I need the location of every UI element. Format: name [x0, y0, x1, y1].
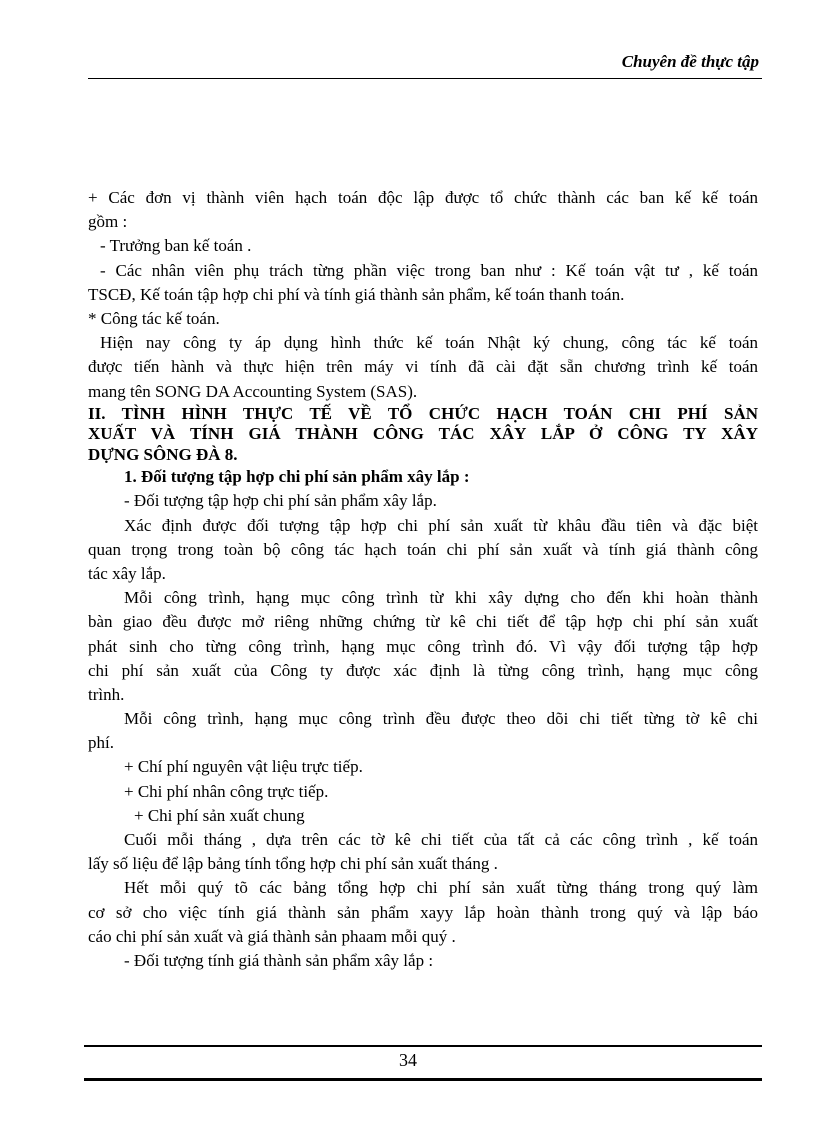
page-number: 34 — [399, 1050, 417, 1070]
text-line: phát sinh cho từng công trình, hạng mục công trình đó. Vì vậy đối tượng tập hợp — [88, 636, 758, 656]
section-heading — [88, 404, 758, 466]
text-line: Mỗi công trình, hạng mục công trình đều được theo dõi chi tiết từng tờ kê chi — [124, 709, 758, 729]
text-line: - Trưởng ban kế toán . — [100, 236, 252, 256]
text-line: - Đối tượng tính giá thành sản phẩm xây lắp : — [124, 950, 434, 970]
text-line: TSCĐ, Kế toán tập hợp chi phí và tính giá thành sản phẩm, kế toán thanh toán. — [88, 284, 625, 304]
page-body — [88, 186, 758, 973]
footer-rule-bottom — [84, 1078, 762, 1081]
text-line: * Công tác kế toán. — [88, 308, 220, 328]
section-paragraphs — [88, 489, 758, 973]
text-line: bàn giao đều được mở riêng những chứng từ kê chi tiết để tập hợp chi phí sản xuất — [88, 612, 758, 632]
text-line: mang tên SONG DA Accounting System (SAS). — [88, 381, 418, 401]
text-line: - Các nhân viên phụ trách từng phần việc trong ban như : Kế toán vật tư , kế toán — [100, 260, 758, 280]
text-line: + Các đơn vị thành viên hạch toán độc lập được tổ chức thành các ban kế kế toán — [88, 188, 758, 207]
text-line: tác xây lắp. — [88, 563, 166, 583]
text-line: gồm : — [88, 212, 128, 232]
text-line: chi phí sản xuất của Công ty được xác định là từng công trình, hạng mục công — [88, 660, 758, 680]
header-rule — [88, 78, 762, 79]
text-line: Cuối mỗi tháng , dựa trên các tờ kê chi tiết của tất cả các công trình , kế toán — [124, 830, 758, 849]
text-line: Mỗi công trình, hạng mục công trình từ khi xây dựng cho đến khi hoàn thành — [124, 588, 758, 608]
text-line: Hiện nay công ty áp dụng hình thức kế toán Nhật ký chung, công tác kế toán — [100, 333, 758, 353]
text-line: Hết mỗi quý tõ các bảng tổng hợp chi phí sản xuất từng tháng trong quý làm — [124, 878, 758, 898]
intro-paragraphs — [88, 186, 758, 404]
text-line: cơ sở cho việc tính giá thành sản phẩm xayy lắp hoàn thành trong quý và lập báo — [88, 902, 758, 922]
running-header-title: Chuyên đề thực tập — [621, 52, 759, 71]
section-heading-line: II. TÌNH HÌNH THỰC TẾ VỀ TỔ CHỨC HẠCH TOÁN CHI PHÍ SẢN — [88, 403, 758, 423]
text-line: cáo chi phí sản xuất và giá thành sản phaam mỗi quý . — [88, 926, 456, 946]
text-line: lấy số liệu để lập bảng tính tổng hợp chi phí sản xuất tháng . — [88, 854, 498, 874]
text-line: + Chi phí nhân công trực tiếp. — [124, 781, 329, 801]
section-heading-line: XUẤT VÀ TÍNH GIÁ THÀNH CÔNG TÁC XÂY LẮP Ở CÔNG TY XÂY — [88, 424, 758, 444]
text-line: được tiến hành và thực hiện trên máy vi tính đã cài đặt sẵn chương trình kế toán — [88, 357, 758, 377]
text-line: + Chí phí nguyên vật liệu trực tiếp. — [124, 757, 363, 777]
text-line: + Chi phí sản xuất chung — [134, 805, 305, 825]
footer-rule-top — [84, 1045, 762, 1047]
subsection-heading: 1. Đối tượng tập hợp chi phí sản phẩm xây lắp : — [124, 467, 470, 487]
text-line: trình. — [88, 684, 125, 704]
text-line: quan trọng trong toàn bộ công tác hạch toán chi phí sản xuất và tính giá thành công — [88, 539, 758, 559]
text-line: phí. — [88, 733, 114, 753]
text-line: - Đối tượng tập hợp chi phí sản phẩm xây lắp. — [124, 491, 437, 511]
text-line: Xác định được đối tượng tập hợp chi phí sản xuất từ khâu đầu tiên và đặc biệt — [124, 515, 758, 535]
section-heading-line: DỰNG SÔNG ĐÀ 8. — [88, 444, 238, 464]
